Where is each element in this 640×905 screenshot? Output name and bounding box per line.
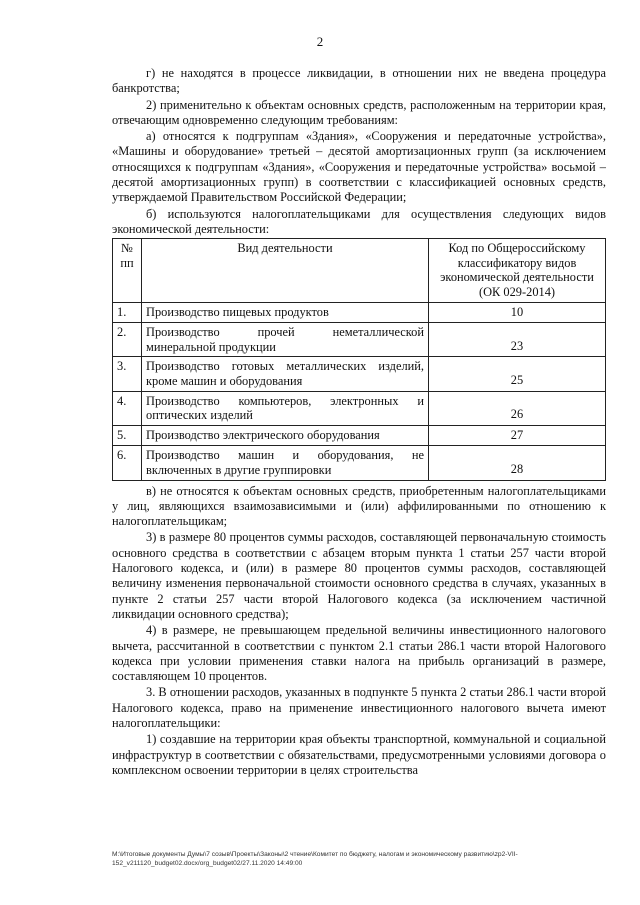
paragraph-1: 1) создавшие на территории края объекты транспортной, коммунальной и социальной инфраструктур в соответствии с обязательствами, предусмотренными условиями договора о комплексном освоении территории в целях строительства — [112, 732, 606, 777]
row-number: 5. — [113, 425, 142, 446]
row-code: 25 — [429, 357, 606, 391]
header-code: Код по Общероссийскому классификатору видов экономической деятельности (ОК 029-2014) — [429, 239, 606, 302]
row-code: 10 — [429, 302, 606, 323]
row-activity: Производство прочей неметаллической минеральной продукции — [142, 323, 429, 357]
page-number: 2 — [316, 34, 324, 49]
table-row — [113, 302, 606, 323]
paragraph-b: б) используются налогоплательщиками для осуществления следующих видов экономической деятельности: — [112, 206, 606, 236]
row-number: 2. — [113, 323, 142, 357]
header-activity: Вид деятельности — [142, 239, 429, 302]
paragraph-v: в) не относятся к объектам основных средств, приобретенным налогоплательщиками у лиц, являющихся взаимозависимыми и (или) аффилированными по отношению к налогоплательщикам; — [112, 483, 606, 529]
activity-table — [112, 238, 606, 480]
row-number: 3. — [113, 357, 142, 391]
table-row — [113, 323, 606, 357]
row-code: 26 — [429, 391, 606, 425]
row-number: 4. — [113, 391, 142, 425]
table-row — [113, 357, 606, 391]
row-activity: Производство электрического оборудования — [142, 425, 429, 446]
row-activity: Производство компьютеров, электронных и оптических изделий — [142, 391, 429, 425]
paragraph-4: 4) в размере, не превышающем предельной величины инвестиционного налогового вычета, рассчитанной в соответствии с пунктом 2.1 статьи 286.1 части второй Налогового кодекса при условии применения ставки налога на прибыль организаций в размере, составляющем 10 процентов. — [112, 623, 606, 684]
row-code: 28 — [429, 446, 606, 480]
paragraph-2: 2) применительно к объектам основных средств, расположенным на территории края, отвечающим одновременно следующим требованиям: — [112, 97, 606, 127]
header-number: № пп — [113, 239, 142, 302]
table-header-row — [113, 239, 606, 302]
file-path-footer: M:\Итоговые документы Думы\7 созыв\Проекты\Законы\2 чтение\Комитет по бюджету, налогам и экономическому развитию\zp2-VII-152_v211120_budget02.docx/org_budget02/27.11.2020 14:49:00 — [112, 851, 518, 867]
paragraph-g: г) не находятся в процессе ликвидации, в отношении них не введена процедура банкротства; — [112, 66, 606, 96]
row-number: 6. — [113, 446, 142, 480]
row-activity: Производство пищевых продуктов — [142, 302, 429, 323]
paragraph-a: а) относятся к подгруппам «Здания», «Сооружения и передаточные устройства», «Машины и оборудование» третьей – десятой амортизационных групп (за исключением относящихся к подгруппам «Здания», «Сооружения и передаточные устройства» восьмой – десятой амортизационных групп) в соответствии с классификацией основных средств, утверждаемой Правительством Российской Федерации; — [112, 129, 606, 205]
table-row — [113, 391, 606, 425]
section-3: 3. В отношении расходов, указанных в подпункте 5 пункта 2 статьи 286.1 части второй Налогового кодекса, право на применение инвестиционного налогового вычета имеют налогоплательщики: — [112, 685, 606, 731]
row-activity: Производство машин и оборудования, не включенных в другие группировки — [142, 446, 429, 480]
row-number: 1. — [113, 302, 142, 323]
document-body — [112, 66, 606, 779]
row-activity: Производство готовых металлических изделий, кроме машин и оборудования — [142, 357, 429, 391]
paragraph-3: 3) в размере 80 процентов суммы расходов, составляющей первоначальную стоимость основного средства в соответствии с абзацем вторым пункта 1 статьи 257 части второй Налогового кодекса, и (или) в размере 80 процентов суммы расходов, составляющей величину изменения первоначальной стоимости основного средства в случаях, указанных в пункте 2 статьи 257 части второй Налогового кодекса (за исключением частичной ликвидации основного средства); — [112, 530, 606, 621]
row-code: 23 — [429, 323, 606, 357]
table-row — [113, 446, 606, 480]
table-row — [113, 425, 606, 446]
row-code: 27 — [429, 425, 606, 446]
